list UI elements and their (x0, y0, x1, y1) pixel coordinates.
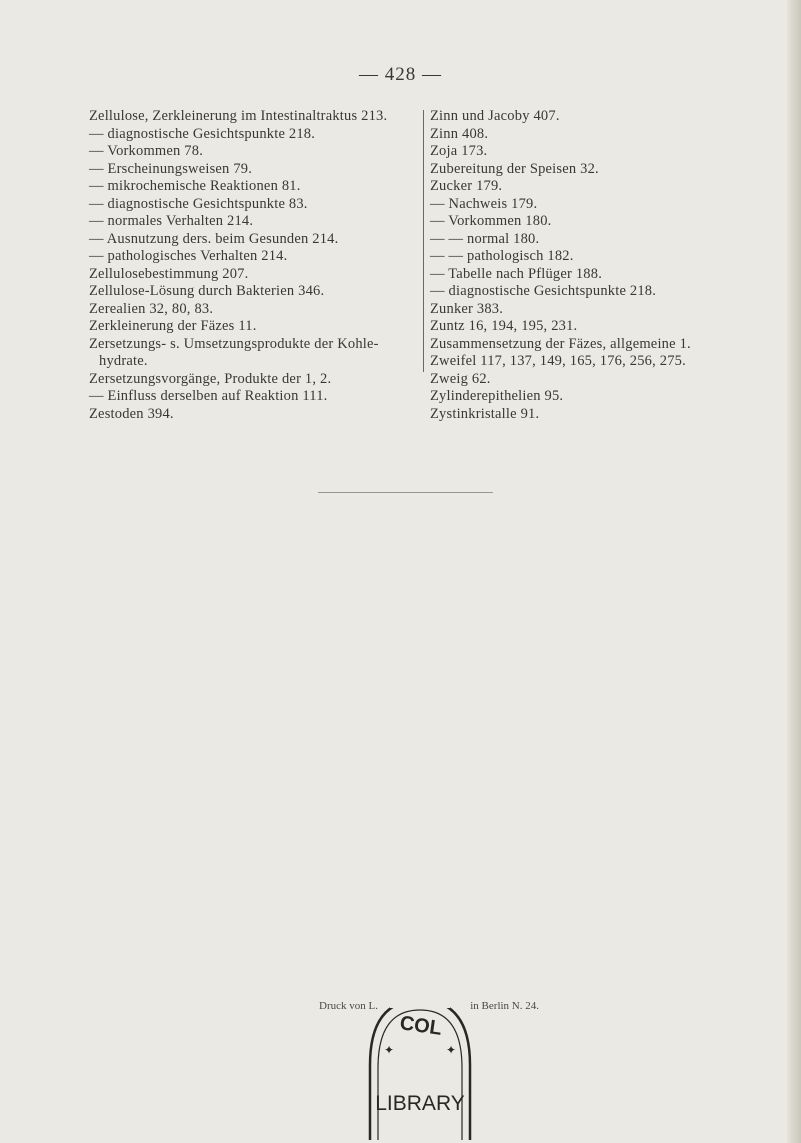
index-entry: — Erscheinungsweisen 79. (89, 160, 253, 177)
index-entry: — pathologisches Verhalten 214. (89, 248, 288, 264)
index-entry: Zoja 173. (430, 143, 488, 159)
index-entry: Zweifel 117, 137, 149, 165, 176, 256, 275. (430, 353, 686, 369)
index-entry: Zweig 62. (430, 370, 491, 387)
index-entry: — diagnostische Gesichtspunkte 83. (89, 195, 308, 212)
index-entry: — Einfluss derselben auf Reaktion 111. (89, 388, 328, 404)
index-entry: Zellulose, Zerkleinerung im Intestinaltraktus 213. (89, 108, 388, 124)
stamp-star-left: ✦ (384, 1043, 395, 1057)
stamp-text: LIBRARY (375, 1092, 465, 1115)
index-entry: — Tabelle nach Pflüger 188. (430, 265, 603, 282)
library-stamp (350, 990, 490, 1140)
index-entry: — diagnostische Gesichtspunkte 218. (430, 283, 657, 299)
imprint-left: Druck von L. (319, 1000, 378, 1012)
index-entry: Zucker 179. (430, 178, 503, 194)
index-entry: Zylinderepithelien 95. (430, 388, 564, 404)
index-entry: Zuntz 16, 194, 195, 231. (430, 318, 578, 334)
index-entry: Zersetzungs- s. Umsetzungsprodukte der Kohle-hydrate. (89, 335, 379, 369)
page-number: — 428 — (359, 64, 442, 85)
index-entry: Zellulose-Lösung durch Bakterien 346. (89, 283, 325, 299)
index-entry: — — normal 180. (430, 230, 540, 247)
index-entry: Zerealien 32, 80, 83. (89, 300, 214, 317)
index-entry: — Vorkommen 78. (89, 143, 204, 159)
index-entry: Zerkleinerung der Fäzes 11. (89, 318, 257, 334)
page-edge (787, 0, 801, 1143)
imprint-right: in Berlin N. 24. (470, 1000, 539, 1012)
index-entry: Zinn und Jacoby 407. (430, 108, 560, 124)
index-entry: Zellulosebestimmung 207. (89, 265, 249, 282)
index-entry: Zunker 383. (430, 300, 504, 317)
index-column-right (430, 108, 775, 423)
column-divider (423, 110, 424, 372)
index-entry: — Nachweis 179. (430, 195, 538, 212)
index-entry: — Ausnutzung ders. beim Gesunden 214. (89, 230, 339, 247)
stamp-arc-text: COL (398, 1012, 444, 1040)
index-entry: Zestoden 394. (89, 405, 174, 422)
index-entry: Zystinkristalle 91. (430, 405, 540, 422)
index-entry: Zusammensetzung der Fäzes, allgemeine 1. (430, 335, 691, 352)
index-entry: Zinn 408. (430, 125, 489, 142)
index-entry: Zubereitung der Speisen 32. (430, 160, 599, 177)
bottom-rule (318, 492, 493, 493)
index-column-left (89, 108, 419, 423)
stamp-star-right: ✦ (446, 1043, 457, 1057)
index-entry: Zersetzungsvorgänge, Produkte der 1, 2. (89, 370, 332, 387)
index-entry: — diagnostische Gesichtspunkte 218. (89, 125, 316, 142)
index-entry: — Vorkommen 180. (430, 213, 552, 229)
index-entry: — mikrochemische Reaktionen 81. (89, 178, 301, 194)
index-entry: — — pathologisch 182. (430, 248, 574, 264)
index-entry: — normales Verhalten 214. (89, 213, 254, 229)
